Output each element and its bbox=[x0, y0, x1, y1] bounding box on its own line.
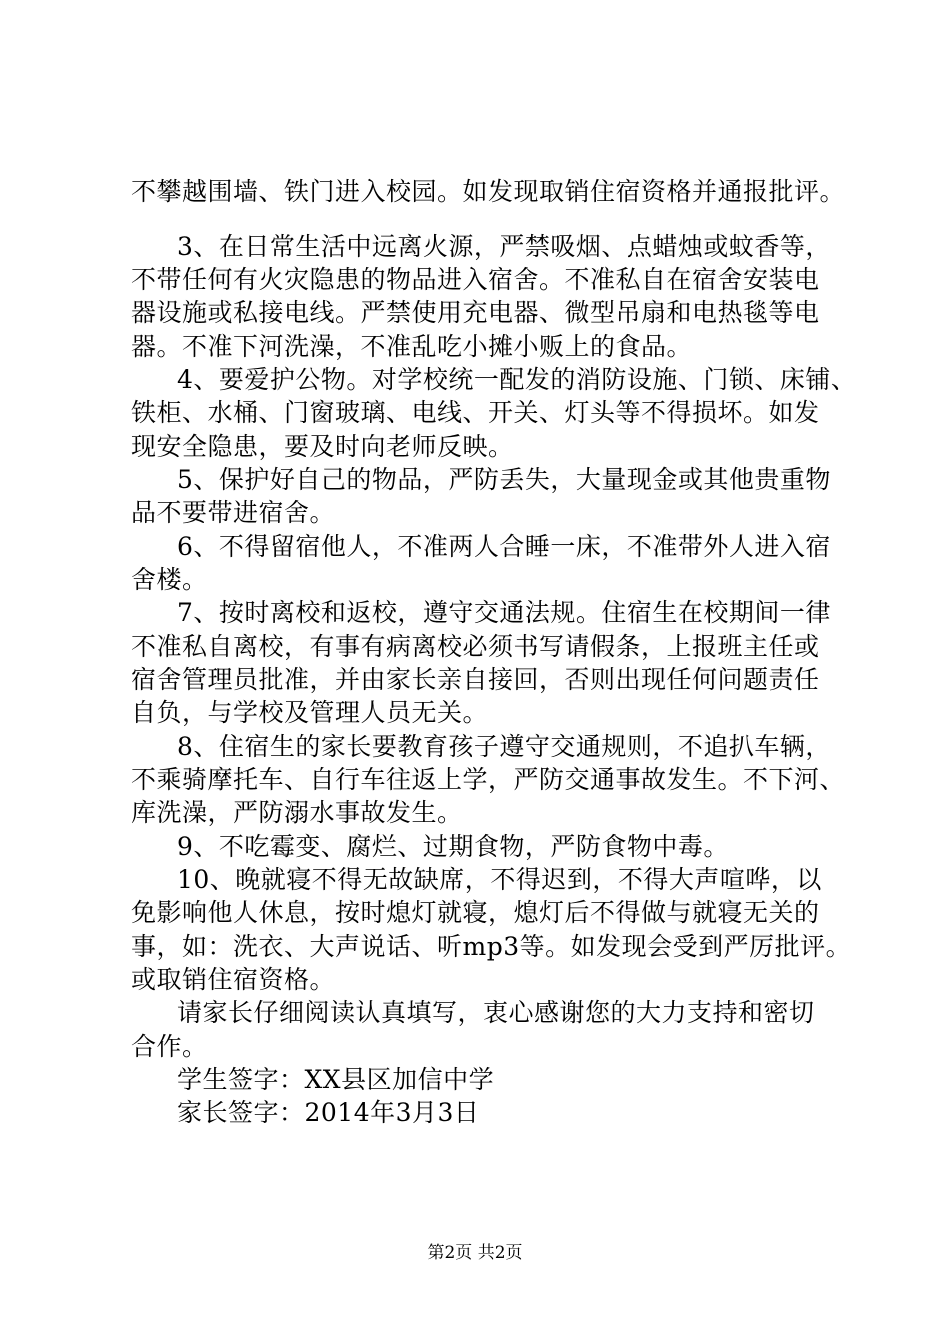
page-number-label: 第2页 共2页 bbox=[427, 1243, 523, 1263]
text-line: 器设施或私接电线。严禁使用充电器、微型吊扇和电热毯等电 bbox=[131, 298, 820, 327]
text-line: 请家长仔细阅读认真填写，衷心感谢您的大力支持和密切 bbox=[177, 998, 815, 1027]
text-line: 9、不吃霉变、腐烂、过期食物，严防食物中毒。 bbox=[177, 832, 729, 861]
text-line: 3、在日常生活中远离火源，严禁吸烟、点蜡烛或蚊香等， bbox=[177, 232, 831, 261]
text-line: 或取销住宿资格。 bbox=[131, 965, 336, 994]
text-line: 不准私自离校，有事有病离校必须书写请假条，上报班主任或 bbox=[131, 632, 820, 661]
text-line: 免影响他人休息，按时熄灯就寝，熄灯后不得做与就寝无关的 bbox=[131, 898, 820, 927]
text-line: 7、按时离校和返校，遵守交通法规。住宿生在校期间一律 bbox=[177, 598, 831, 627]
text-line: 4、要爱护公物。对学校统一配发的消防设施、门锁、床铺、 bbox=[177, 365, 857, 394]
text-line: 10、晚就寝不得无故缺席，不得迟到，不得大声喧哗，以 bbox=[177, 865, 822, 894]
text-line: 品不要带进宿舍。 bbox=[131, 498, 336, 527]
text-line: 6、不得留宿他人，不准两人合睡一床，不准带外人进入宿 bbox=[177, 532, 831, 561]
text-line: 5、保护好自己的物品，严防丢失，大量现金或其他贵重物 bbox=[177, 465, 831, 494]
page-footer bbox=[0, 1243, 950, 1263]
text-line: 事，如：洗衣、大声说话、听mp3等。如发现会受到严厉批评。 bbox=[131, 932, 852, 961]
text-line: 库洗澡，严防溺水事故发生。 bbox=[131, 798, 463, 827]
text-line: 不带任何有火灾隐患的物品进入宿舍。不准私自在宿舍安装电 bbox=[131, 265, 820, 294]
text-line: 8、住宿生的家长要教育孩子遵守交通规则，不追扒车辆， bbox=[177, 732, 831, 761]
student-signature-line: 学生签字：XX县区加信中学 bbox=[177, 1065, 495, 1094]
text-line: 不攀越围墙、铁门进入校园。如发现取销住宿资格并通报批评。 bbox=[131, 177, 846, 206]
text-line: 舍楼。 bbox=[131, 565, 208, 594]
text-line: 宿舍管理员批准，并由家长亲自接回，否则出现任何问题责任 bbox=[131, 665, 820, 694]
text-line: 铁柜、水桶、门窗玻璃、电线、开关、灯头等不得损坏。如发 bbox=[131, 398, 820, 427]
parent-signature-line: 家长签字：2014年3月3日 bbox=[177, 1098, 480, 1127]
text-line: 不乘骑摩托车、自行车往返上学，严防交通事故发生。不下河、 bbox=[131, 765, 846, 794]
text-line: 合作。 bbox=[131, 1032, 208, 1061]
text-line: 现安全隐患，要及时向老师反映。 bbox=[131, 432, 514, 461]
text-line: 器。不准下河洗澡，不准乱吃小摊小贩上的食品。 bbox=[131, 332, 693, 361]
text-line: 自负，与学校及管理人员无关。 bbox=[131, 698, 489, 727]
